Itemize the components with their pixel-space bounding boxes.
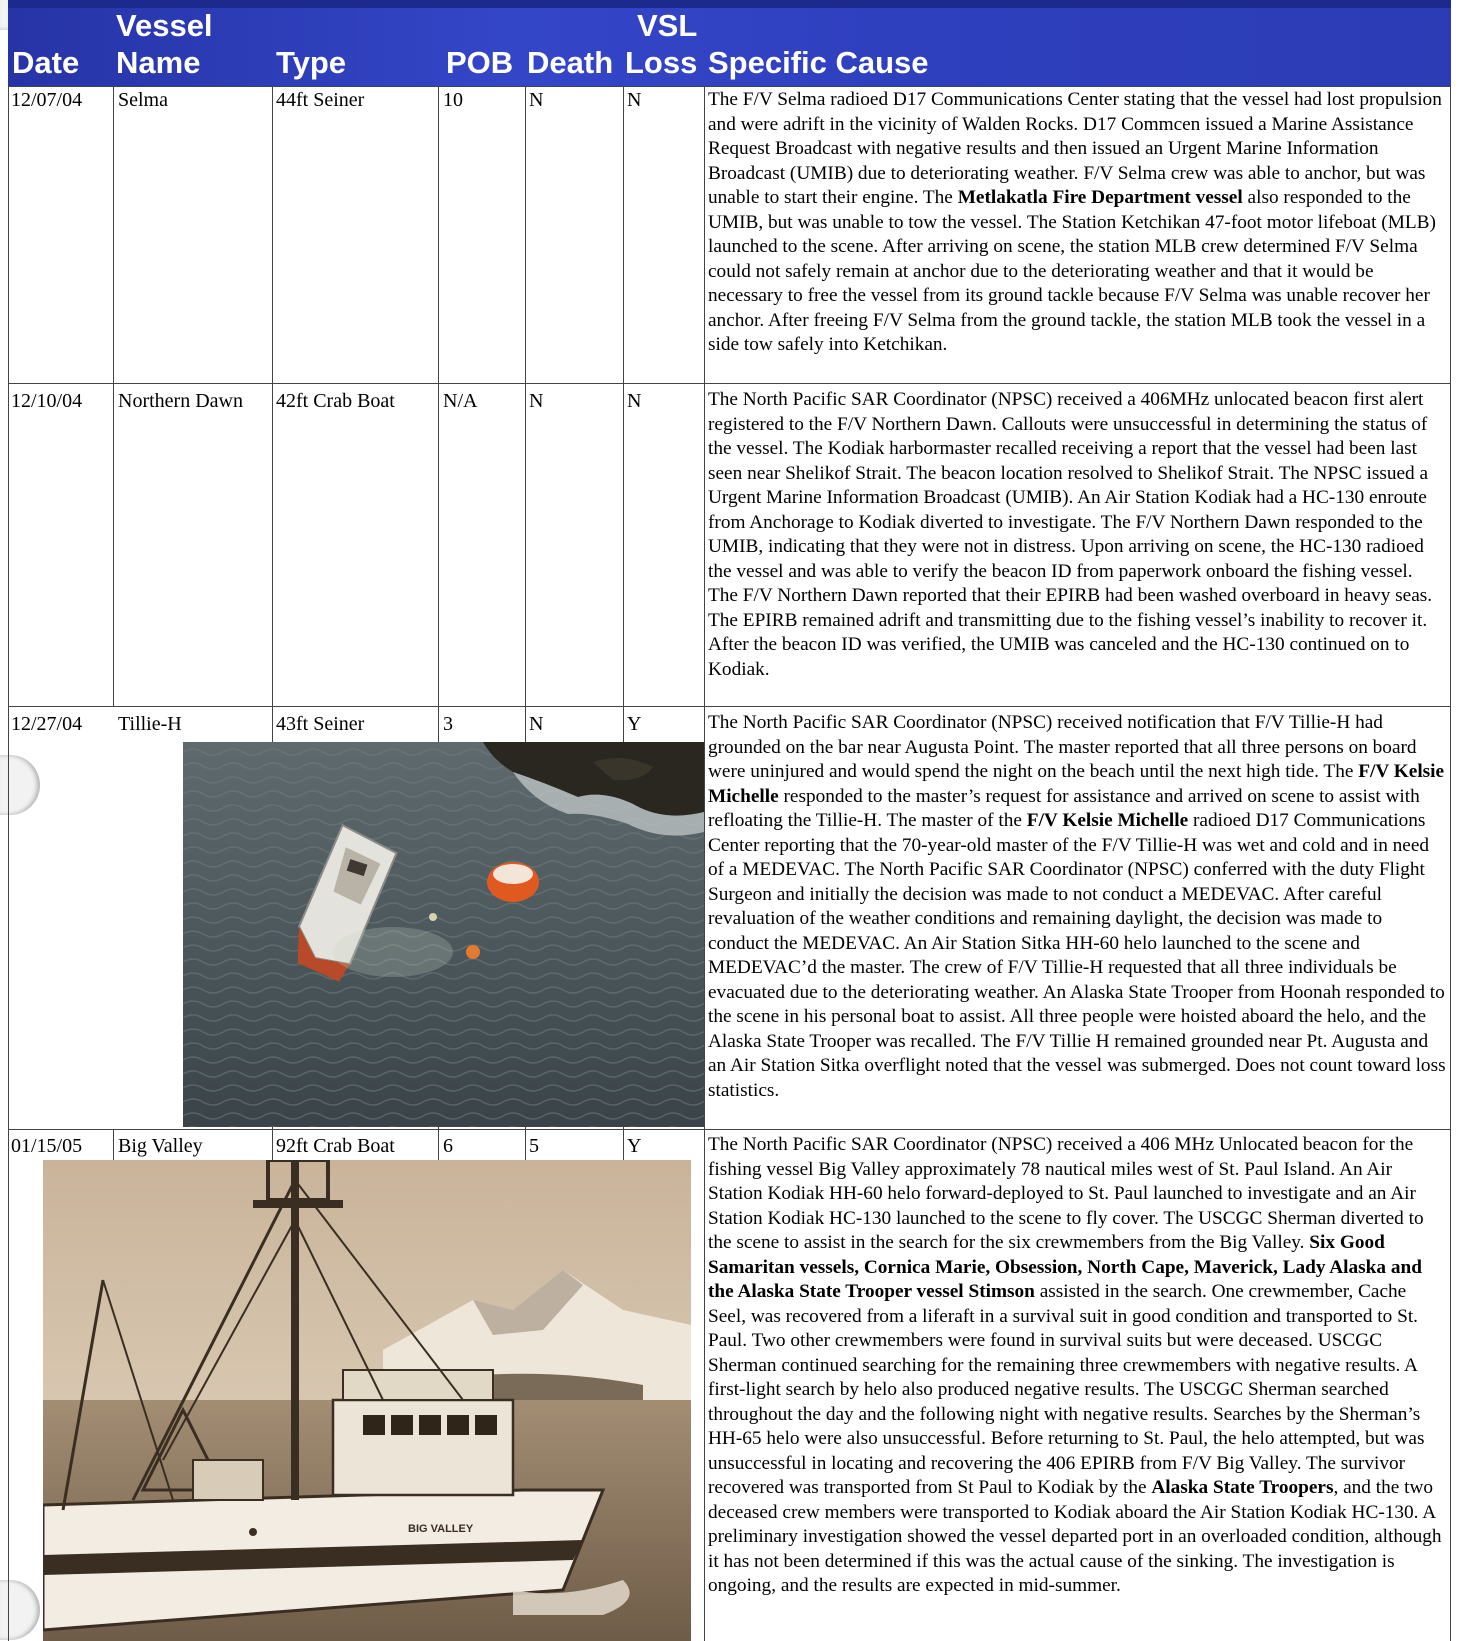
col-divider <box>113 86 114 706</box>
row-1-date: 12/07/04 <box>11 89 83 111</box>
row-3-cause: The North Pacific SAR Coordinator (NPSC) received notification that F/V Tillie-H had grounded on the bar near Augusta Point. The master reported that all three persons on board were uninjured and would spend the night on the beach until the next high tide. The F/V Kelsie Michelle responded to the master’s request for assistance and arrived on scene to assist with refloating the Tillie-H. The master of the F/V Kelsie Michelle radioed D17 Communications Center reporting that the 70-year-old master of the F/V Tillie-H was wet and cold and in need of a MEDEVAC. The North Pacific SAR Coordinator (NPSC) conferred with the duty Flight Surgeon and initially the decision was made to not conduct a MEDEVAC. After careful revaluation of the weather conditions and remaining daylight, the decision was made to conduct the MEDEVAC. An Air Station Sitka HH-60 helo launched to the scene and MEDEVAC’d the master. The crew of F/V Tillie-H requested that all three individuals be evacuated due to the deteriorating weather. An Alaska State Trooper from Hoonah responded to the scene in his personal boat to assist. All three people were hoisted aboard the helo, and the Alaska State Trooper was recalled. The F/V Tillie H remained grounded near Pt. Augusta and an Air Station Sitka overflight noted that the vessel was submerged. Does not count toward loss statistics. <box>708 712 1446 1101</box>
photo-tillie-h-grounded <box>183 742 704 1127</box>
row-4-loss: Y <box>627 1135 642 1157</box>
header-type: Type <box>276 45 347 80</box>
binder-tab-middle <box>0 755 40 815</box>
row-divider <box>8 706 1451 707</box>
row-3-vessel: Tillie-H <box>118 713 182 735</box>
hull-name-text: BIG VALLEY <box>408 1523 474 1535</box>
row-1-pob: 10 <box>443 89 463 111</box>
row-2-pob: N/A <box>443 390 478 412</box>
row-2-cause: The North Pacific SAR Coordinator (NPSC) received a 406MHz unlocated beacon first alert registered to the F/V Northern Dawn. Callouts were unsuccessful in determining the status of the vessel. The Kodiak harbormaster recalled receiving a report that the vessel had been last seen near Shelikof Strait. The beacon location resolved to Shelikof Strait. The NPSC issued a Urgent Marine Information Broadcast (UMIB). An Air Station Kodiak had a HC-130 enroute from Anchorage to Kodiak diverted to investigate. The F/V Northern Dawn responded to the UMIB, indicating that they were not in distress. Upon arriving on scene, the HC-130 radioed the vessel and was able to verify the beacon ID from paperwork onboard the fishing vessel. The F/V Northern Dawn reported that their EPIRB had been washed overboard in heavy seas. The EPIRB remained adrift and transmitting due to the fishing vessel’s inability to recover it. After the beacon ID was verified, the UMIB was canceled and the HC-130 continued on to Kodiak. <box>708 389 1433 680</box>
photo-big-valley-svg <box>43 1160 691 1641</box>
row-divider <box>8 86 1451 87</box>
row-3-death: N <box>529 713 544 735</box>
col-divider <box>8 86 9 1641</box>
photo-tillie-h-svg <box>183 742 704 1127</box>
title-strip <box>8 0 1451 8</box>
table-header <box>8 8 1451 86</box>
row-1-cause: The F/V Selma radioed D17 Communications Center stating that the vessel had lost propulsion and were adrift in the vicinity of Walden Rocks. D17 Commcen issued a Marine Assistance Request Broadcast with negative results and then issued an Urgent Marine Information Broadcast (UMIB) due to deteriorating weather. F/V Selma crew was able to anchor, but was unable to start their engine. The Metlakatla Fire Department vessel also responded to the UMIB, but was unable to tow the vessel. The Station Ketchikan 47-foot motor lifeboat (MLB) launched to the scene. After arriving on scene, the station MLB crew determined F/V Selma could not safely remain at anchor due to the deteriorating weather and that it would be necessary to free the vessel from its ground tackle because F/V Selma was unable recover her anchor. After freeing F/V Selma from the ground tackle, the station MLB took the vessel in a side tow safely into Ketchikan. <box>708 89 1442 355</box>
row-2-loss: N <box>627 390 642 412</box>
row-2-type: 42ft Crab Boat <box>276 390 395 412</box>
header-date: Date <box>12 45 80 80</box>
col-divider <box>704 86 705 1641</box>
row-4-death: 5 <box>529 1135 539 1157</box>
col-divider <box>1450 86 1451 1641</box>
row-3-pob: 3 <box>443 713 453 735</box>
row-divider <box>8 1129 1451 1130</box>
header-vsl-loss: VSL Loss <box>625 8 698 80</box>
row-3-type: 43ft Seiner <box>276 713 365 735</box>
header-pob: POB <box>446 45 514 80</box>
row-1-loss: N <box>627 89 642 111</box>
header-death: Death <box>527 45 614 80</box>
row-4-date: 01/15/05 <box>11 1135 83 1157</box>
col-divider <box>113 1130 114 1160</box>
row-4-pob: 6 <box>443 1135 453 1157</box>
photo-big-valley <box>43 1160 691 1641</box>
row-divider <box>8 383 1451 384</box>
binder-tab-bottom <box>0 1580 40 1640</box>
row-3-loss: Y <box>627 713 642 735</box>
row-4-cause: The North Pacific SAR Coordinator (NPSC) received a 406 MHz Unlocated beacon for the fishing vessel Big Valley approximately 78 nautical miles west of St. Paul Island. An Air Station Kodiak HH-60 helo forward-deployed to St. Paul launched to investigate and an Air Station Kodiak HC-130 launched to the scene to fly cover. The USCGC Sherman diverted to the scene to assist in the search for the six crewmembers from the Big Valley. Six Good Samaritan vessels, Cornica Marie, Obsession, North Cape, Maverick, Lady Alaska and the Alaska State Trooper vessel Stimson assisted in the search. One crewmember, Cache Seel, was recovered from a liferaft in a survival suit in good condition and transported to St. Paul. Two other crewmembers were found in survival suits but were deceased. USCGC Sherman continued searching for the remaining three crewmembers with negative results. A first-light search by helo also produced negative results. The USCGC Sherman searched throughout the day and the following night with negative results. Searches by the Sherman’s HH-65 helo were also unsuccessful. Before returning to St. Paul, the helo attempted, but was unsuccessful in locating and recovering the 406 EPIRB from F/V Big Valley. The survivor recovered was transported from St Paul to Kodiak by the Alaska State Troopers, and the two deceased crew members were transported to Kodiak aboard the Air Station Kodiak HC-130. A preliminary investigation showed the vessel departed port in an overloaded condition, although it has not been determined if this was the actual cause of the sinking. The investigation is ongoing, and the results are expected in mid-summer. <box>708 1134 1442 1596</box>
row-2-vessel: Northern Dawn <box>118 390 243 412</box>
row-1-vessel: Selma <box>118 89 168 111</box>
row-4-type: 92ft Crab Boat <box>276 1135 395 1157</box>
row-4-vessel: Big Valley <box>118 1135 203 1157</box>
row-1-type: 44ft Seiner <box>276 89 365 111</box>
row-1-death: N <box>529 89 544 111</box>
row-2-date: 12/10/04 <box>11 390 83 412</box>
row-3-date: 12/27/04 <box>11 713 83 735</box>
row-2-death: N <box>529 390 544 412</box>
header-specific-cause: Specific Cause <box>708 45 929 80</box>
header-vessel-name: Vessel Name <box>116 8 213 80</box>
